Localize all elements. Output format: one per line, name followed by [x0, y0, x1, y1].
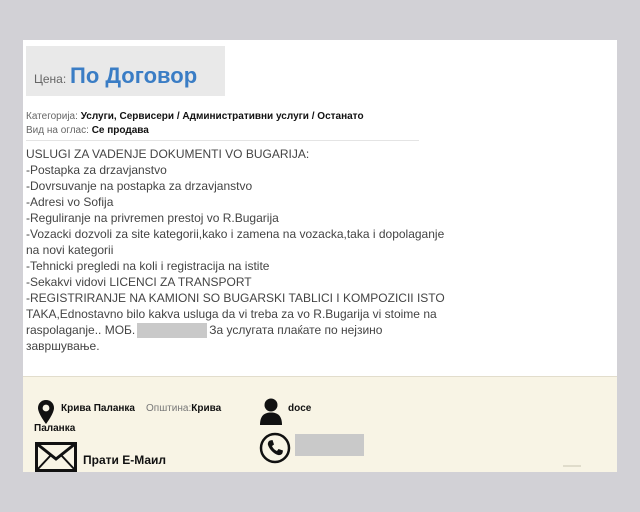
description-line: USLUGI ZA VADENJE DOKUMENTI VO BUGARIJA:	[26, 147, 310, 161]
ad-type-row	[26, 125, 149, 136]
user-icon	[259, 397, 283, 430]
category-label: Категорија:	[26, 111, 78, 122]
category-value[interactable]: Услуги, Сервисери / Административни услуги / Останато	[80, 111, 364, 122]
description-text: За услугата плаќате по нејзино	[209, 323, 383, 337]
description-text: raspolaganje.. МОБ.	[26, 323, 136, 337]
phone-icon	[259, 432, 291, 469]
user-name[interactable]: doce	[288, 403, 312, 414]
redacted-phone	[137, 323, 207, 338]
price-label: Цена:	[34, 72, 67, 86]
description-line: na novi kategorii	[26, 243, 114, 257]
description-line: -Postapka za drzavjanstvo	[26, 163, 167, 177]
description-line	[26, 322, 422, 338]
mail-icon[interactable]	[35, 442, 77, 472]
description-line: -Adresi vo Sofija	[26, 195, 114, 209]
description-line: -Tehnicki pregledi na koli i registracija na istite	[26, 259, 270, 273]
price-value: По Договор	[70, 63, 198, 88]
ad-card	[23, 40, 617, 472]
municipality	[146, 403, 221, 414]
decorative-line	[563, 465, 581, 467]
description-line: -Dovrsuvanje na postapka za drzavjanstvo	[26, 179, 253, 193]
municipality-value-cont: Паланка	[34, 423, 76, 434]
location-city: Крива Паланка	[61, 403, 135, 414]
description-line: -REGISTRIRANJE NA KAMIONI SO BUGARSKI TABLICI I KOMPOZICII ISTO	[26, 291, 445, 305]
municipality-value: Крива	[191, 403, 222, 414]
description-line: завршување.	[26, 339, 100, 354]
redacted-phone-number	[295, 434, 364, 456]
ad-type-label: Вид на оглас:	[26, 125, 89, 136]
divider	[26, 140, 419, 141]
description-line: -Vozacki dozvoli za site kategorii,kako i zamena na vozacka,taka i dopolaganje	[26, 227, 445, 241]
municipality-label: Општина:	[146, 403, 192, 414]
description-line: -Reguliranje na privremen prestoj vo R.Bugarija	[26, 211, 279, 225]
contact-footer	[23, 376, 617, 472]
send-email-link[interactable]: Прати Е-Маил	[83, 453, 167, 467]
description-line: -Sekakvi vidovi LICENCI ZA TRANSPORT	[26, 275, 252, 289]
ad-type-value: Се продава	[91, 125, 149, 136]
description-line: TAKA,Ednostavno bilo kakva usluga da vi treba za vo R.Bugarija vi stoime na	[26, 307, 437, 321]
category-row	[26, 111, 364, 122]
price-box	[26, 46, 225, 96]
ad-description	[26, 146, 445, 354]
